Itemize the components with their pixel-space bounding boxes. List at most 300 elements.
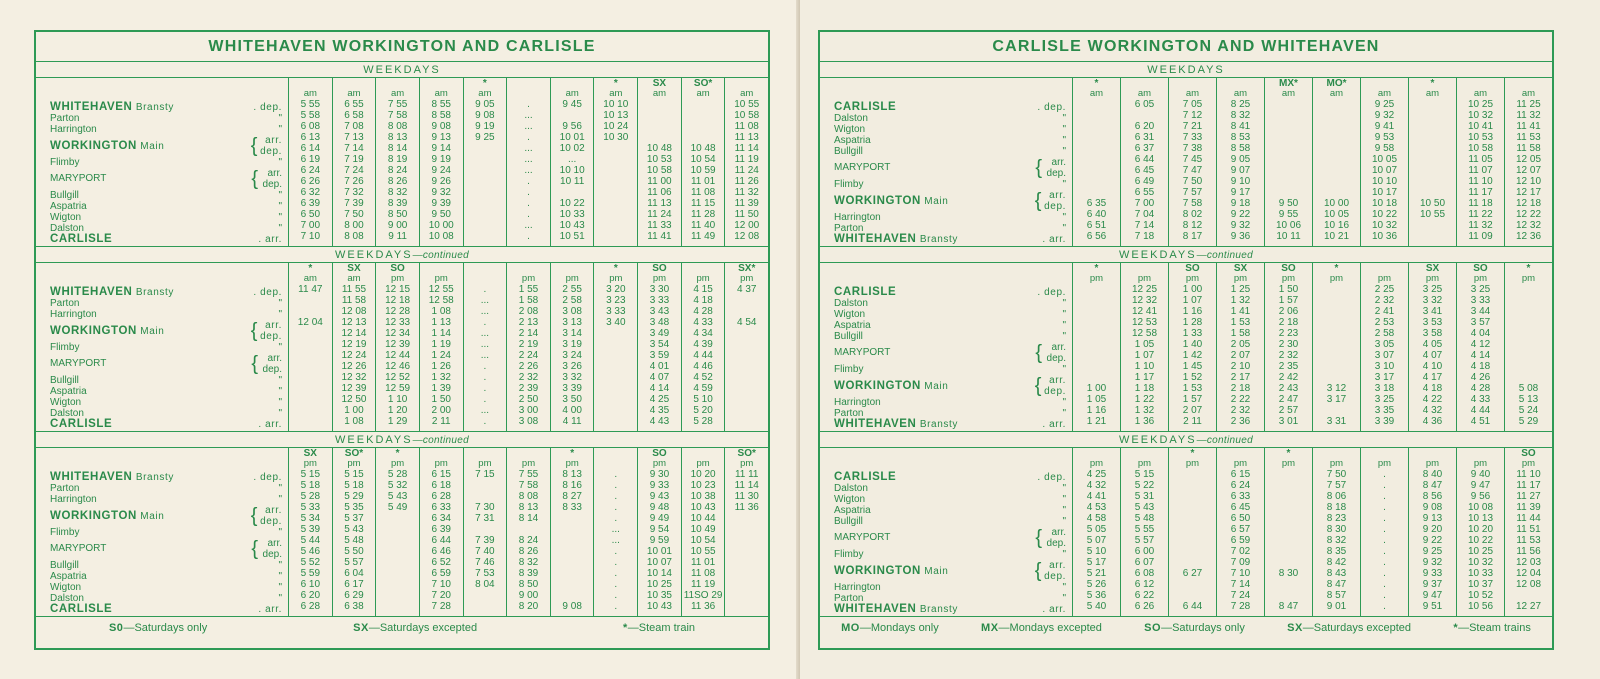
time-cell: 6 52 [431, 557, 451, 568]
time-arr: 9 05 [1230, 154, 1251, 165]
station-name [50, 113, 225, 124]
am-pm-label: am [391, 88, 405, 99]
time-cell: 10 32 [1467, 110, 1494, 121]
am-pm-label: pm [347, 458, 361, 469]
train-column [506, 448, 550, 616]
time-cell: 6 26 [1134, 601, 1155, 612]
time-cell: 9 58 [1374, 143, 1395, 154]
time-arr: 10 30 [603, 132, 629, 143]
time-cell [1073, 143, 1120, 154]
station-row [834, 190, 1072, 212]
am-pm-label: am [478, 88, 492, 99]
station-name-text: WORKINGTON [50, 325, 137, 337]
time-cell: 11 25 [1516, 99, 1541, 110]
am-pm-label: pm [1521, 458, 1536, 469]
time-cell [638, 502, 681, 524]
brace-glyph: { [1035, 527, 1042, 549]
time-arr: 5 35 [344, 502, 364, 513]
time-cell: 11 30 [734, 491, 759, 502]
time-cell: 10 55 [1419, 209, 1446, 220]
station-suffix: " [1062, 505, 1066, 516]
time-cell [1265, 546, 1312, 557]
time-cell: 4 18 [1470, 361, 1491, 372]
footer-key-code: MO [841, 622, 860, 634]
time-cell [594, 416, 637, 427]
time-arr [682, 132, 725, 143]
time-cell: . [614, 491, 618, 502]
footer-key-item [109, 622, 207, 634]
station-row [834, 234, 1072, 245]
time-dep: 3 26 [562, 361, 582, 372]
arr-dep-label [260, 135, 282, 157]
am-pm-label: am [1473, 88, 1488, 99]
time-cell: 7 53 [475, 568, 495, 579]
train-mark: SO [390, 263, 405, 274]
time-cell: 3 41 [1422, 306, 1443, 317]
station-name [834, 604, 1009, 615]
time-cell: 8 06 [1326, 491, 1347, 502]
time-cell [464, 535, 507, 557]
am-pm-label: pm [1329, 273, 1344, 284]
time-cell: 1 28 [1182, 317, 1203, 328]
train-mark: SO [1281, 263, 1296, 274]
time-arr [289, 350, 332, 361]
section-heading-text: WEEKDAYS [1119, 434, 1197, 446]
time-cell [1505, 284, 1552, 295]
am-pm-label: pm [1233, 273, 1248, 284]
time-cell: 11 32 [734, 187, 759, 198]
train-column [375, 448, 419, 616]
section-heading-continued: —continued [412, 250, 469, 261]
station-row [50, 604, 288, 615]
station-name-text: WORKINGTON [834, 380, 921, 392]
time-cell: 6 39 [431, 524, 451, 535]
time-cell: 6 50 [300, 209, 321, 220]
time-cell [1265, 590, 1312, 601]
train-mark: * [1190, 448, 1195, 459]
time-arr: 6 24 [300, 165, 321, 176]
time-arr: 5 44 [300, 535, 321, 546]
time-cell: 8 17 [1182, 231, 1203, 242]
time-cell [507, 535, 550, 557]
time-cell: 9 40 [1470, 469, 1491, 480]
station-name [50, 397, 225, 408]
train-column [681, 448, 725, 616]
time-arr: 10 43 [690, 502, 716, 513]
time-cell: 10 37 [1467, 579, 1494, 590]
time-arr: 9 32 [1422, 557, 1443, 568]
station-name-text: Parton [50, 298, 80, 309]
station-row [834, 179, 1072, 190]
time-cell [507, 132, 550, 154]
station-suffix: " [278, 124, 282, 135]
station-suffix: " [1062, 483, 1066, 494]
station-suffix: " [278, 113, 282, 124]
time-cell: 2 00 [431, 405, 451, 416]
station-row [834, 604, 1072, 615]
train-mark: SO* [737, 448, 756, 459]
train-column [724, 78, 768, 246]
time-cell [1073, 154, 1120, 176]
time-cell [725, 405, 768, 416]
time-arr: 8 13 [518, 502, 539, 513]
arr-dep-label [260, 320, 282, 342]
time-cell [464, 317, 507, 339]
time-arr [551, 535, 594, 546]
time-cell [1505, 361, 1552, 372]
dep-label: dep. [262, 179, 282, 190]
time-dep [1409, 165, 1456, 176]
train-column [1072, 263, 1120, 431]
time-cell [1313, 132, 1360, 143]
section-heading [820, 432, 1552, 448]
time-cell: 12 41 [1131, 306, 1158, 317]
station-suffix: " [1062, 494, 1066, 505]
time-cell: 9 00 [518, 590, 539, 601]
time-cell [638, 121, 681, 132]
time-cell: 7 28 [431, 601, 451, 612]
time-dep [376, 546, 419, 557]
dep-label: dep. [260, 331, 282, 342]
train-mark: * [1094, 263, 1099, 274]
time-cell [725, 339, 768, 350]
time-cell: 3 53 [1422, 317, 1443, 328]
am-pm-label: pm [434, 273, 448, 284]
time-arr: 10 01 [559, 132, 585, 143]
time-cell: 6 15 [431, 469, 451, 480]
time-cell: 6 45 [1230, 502, 1251, 513]
station-name-text: Wigton [834, 309, 866, 320]
time-cell [1505, 372, 1552, 394]
time-cell: 9 30 [649, 469, 670, 480]
time-dep [464, 143, 507, 154]
time-cell [289, 416, 332, 427]
timetable-section [820, 247, 1552, 432]
am-pm-label: pm [478, 458, 492, 469]
time-arr [594, 350, 637, 361]
time-cell: 3 33 [649, 295, 670, 306]
time-cell [333, 317, 376, 339]
time-cell: 4 15 [693, 284, 713, 295]
time-cell [376, 557, 419, 568]
time-arr: 12 04 [297, 317, 323, 328]
time-arr: 9 48 [649, 502, 670, 513]
station-suffix: . arr. [258, 234, 282, 245]
time-cell: 7 55 [518, 469, 539, 480]
time-cell: 4 25 [1086, 469, 1107, 480]
time-arr: 2 42 [1278, 372, 1299, 383]
time-cell [1073, 317, 1120, 328]
time-cell: 3 32 [1422, 295, 1443, 306]
time-arr: 2 13 [518, 317, 539, 328]
time-cell [682, 535, 725, 557]
time-cell: 1 32 [1134, 405, 1155, 416]
time-cell [464, 350, 507, 372]
time-cell [725, 306, 768, 317]
time-cell [594, 132, 637, 154]
time-cell [1169, 491, 1216, 502]
time-cell: 8 18 [1326, 502, 1347, 513]
time-cell: 5 32 [387, 480, 408, 491]
time-cell [725, 524, 768, 535]
footer-key-text: —Saturdays excepted [368, 622, 478, 634]
am-pm-label: pm [1137, 273, 1152, 284]
station-suffix: " [1062, 309, 1066, 320]
time-cell: 10 07 [646, 557, 672, 568]
time-cell [1169, 339, 1216, 361]
time-arr: 1 17 [1134, 372, 1155, 383]
time-cell [594, 535, 637, 557]
station-name-text: WHITEHAVEN [50, 471, 133, 483]
time-cell: 3 31 [1326, 416, 1347, 427]
time-cell: 1 58 [518, 295, 539, 306]
time-cell: 12 27 [1515, 601, 1542, 612]
time-cell [1313, 361, 1360, 372]
time-dep: 11 01 [690, 176, 716, 187]
time-cell: 8 39 [387, 198, 408, 209]
time-cell: 8 56 [1422, 491, 1443, 502]
time-cell: 4 10 [1422, 361, 1443, 372]
time-dep: 8 43 [1326, 568, 1347, 579]
time-cell [1505, 524, 1552, 546]
brace-glyph: { [251, 168, 258, 190]
train-mark: SX* [738, 263, 756, 274]
time-cell: 3 39 [562, 383, 582, 394]
train-column [419, 263, 463, 431]
station-name [834, 212, 1009, 223]
time-cell: 8 32 [518, 557, 539, 568]
station-suffix: " [1062, 135, 1066, 146]
am-pm-label: pm [391, 273, 405, 284]
time-cell: 3 44 [1470, 306, 1491, 317]
am-pm-label: am [1377, 88, 1392, 99]
time-cell [1169, 502, 1216, 513]
footer-key-text: —Saturdays excepted [1302, 622, 1412, 634]
time-cell [1265, 502, 1312, 513]
time-cell: 12 58 [428, 295, 454, 306]
time-cell: 10 10 [1371, 176, 1398, 187]
time-cell: 6 18 [431, 480, 451, 491]
time-cell: 8 04 [475, 579, 495, 590]
time-cell [464, 220, 507, 231]
time-cell [682, 99, 725, 110]
time-arr: 10 59 [690, 165, 716, 176]
time-arr: 11 05 [1468, 154, 1493, 165]
time-cell [638, 535, 681, 557]
station-name [834, 190, 1009, 213]
station-suffix: " [1062, 582, 1066, 593]
am-pm-label: pm [565, 273, 579, 284]
time-cell: 4 44 [1470, 405, 1491, 416]
station-row [834, 419, 1072, 430]
time-cell: 11 09 [1468, 231, 1493, 242]
time-dep: 6 27 [1182, 568, 1203, 579]
time-cell: 7 04 [1134, 209, 1155, 220]
train-columns [288, 78, 768, 246]
time-cell: 5 22 [1134, 480, 1155, 491]
time-arr: 4 33 [693, 317, 713, 328]
station-suffix: " [278, 298, 282, 309]
time-dep: 6 35 [1086, 198, 1107, 209]
time-cell: 5 28 [693, 416, 713, 427]
time-cell: 11 15 [690, 198, 716, 209]
train-mark: * [482, 78, 487, 89]
time-dep: 10 22 [1467, 535, 1494, 546]
time-cell: 11SO 29 [683, 590, 723, 601]
station-name-text: Aspatria [50, 571, 87, 582]
time-cell [1409, 110, 1456, 121]
time-cell: 10 08 [428, 231, 454, 242]
time-dep: 8 14 [518, 513, 539, 524]
time-cell: ... [611, 524, 620, 535]
station-name [834, 582, 1009, 593]
time-cell: 8 08 [518, 491, 539, 502]
train-column [1360, 78, 1408, 246]
train-column [1120, 448, 1168, 616]
station-name-text: Parton [50, 113, 80, 124]
time-cell: 9 50 [431, 209, 451, 220]
time-cell [1265, 513, 1312, 524]
time-cell: 7 14 [1134, 220, 1155, 231]
time-cell [1505, 590, 1552, 601]
am-pm-label: pm [1185, 273, 1200, 284]
station-suffix: " [1062, 124, 1066, 135]
time-cell: 9 10 [1230, 176, 1251, 187]
time-cell: 9 32 [1230, 220, 1251, 231]
time-cell: 12 08 [1515, 579, 1542, 590]
time-cell: 1 00 [344, 405, 364, 416]
time-dep: 7 31 [475, 513, 495, 524]
time-cell: 8 39 [518, 568, 539, 579]
time-dep: 12 07 [1515, 165, 1542, 176]
am-pm-label: am [652, 88, 667, 99]
time-cell [376, 601, 419, 612]
time-dep: 1 53 [1182, 383, 1203, 394]
time-cell [376, 568, 419, 579]
station-name [834, 483, 1009, 494]
time-cell [1169, 546, 1216, 557]
time-cell: 7 32 [344, 187, 364, 198]
station-row [834, 157, 1072, 179]
section-heading-text: WEEKDAYS [363, 64, 441, 76]
am-pm-label: am [303, 273, 317, 284]
time-dep: 1 00 [1086, 383, 1107, 394]
time-cell [725, 568, 768, 579]
time-cell: 12 28 [385, 306, 411, 317]
time-cell: 6 51 [1086, 220, 1107, 231]
train-mark: SX [347, 263, 361, 274]
time-dep: 5 08 [1518, 383, 1539, 394]
time-cell: 6 24 [1230, 480, 1251, 491]
time-cell [1361, 557, 1408, 579]
time-cell: 11 56 [1516, 546, 1541, 557]
time-dep: 2 43 [1278, 383, 1299, 394]
time-dep: 7 00 [1134, 198, 1155, 209]
time-cell: 6 28 [431, 491, 451, 502]
time-cell [551, 579, 594, 590]
time-cell: 9 19 [431, 154, 451, 165]
time-cell [464, 480, 507, 491]
time-cell: 11 19 [690, 579, 716, 590]
am-pm-label: pm [391, 458, 405, 469]
time-cell: 7 21 [1182, 121, 1203, 132]
time-dep: 4 34 [693, 328, 713, 339]
time-arr: 7 24 [344, 165, 364, 176]
time-cell: 2 36 [1230, 416, 1251, 427]
time-cell: 3 58 [1422, 328, 1443, 339]
station-name [50, 494, 225, 505]
time-dep: 6 08 [1134, 568, 1155, 579]
train-mark: * [395, 448, 400, 459]
time-cell: 9 41 [1374, 121, 1395, 132]
time-arr: 2 24 [518, 350, 539, 361]
time-cell: 4 33 [1470, 394, 1491, 405]
am-pm-label: am [1425, 88, 1440, 99]
station-suffix: " [1062, 364, 1066, 375]
time-cell [551, 132, 594, 154]
time-cell: 7 02 [1230, 546, 1251, 557]
time-cell: 2 53 [1374, 317, 1395, 328]
time-dep: 10 02 [559, 143, 585, 154]
station-name [834, 397, 1009, 408]
time-arr [1169, 524, 1216, 535]
time-arr [1073, 187, 1120, 198]
time-cell [333, 535, 376, 557]
time-dep [551, 546, 594, 557]
station-suffix: . arr. [1042, 419, 1066, 430]
time-dep: 5 46 [300, 546, 321, 557]
time-cell: 8 55 [431, 99, 451, 110]
time-cell [1409, 372, 1456, 394]
station-name [834, 320, 1009, 331]
time-cell: . [1383, 480, 1386, 491]
station-name-text: Aspatria [50, 201, 87, 212]
time-cell: 10 05 [1323, 209, 1350, 220]
time-dep: 4 14 [1470, 350, 1491, 361]
time-cell [289, 394, 332, 405]
time-cell [725, 557, 768, 568]
station-spacer [50, 266, 288, 287]
time-dep: 11 00 [647, 176, 672, 187]
time-dep: ... [524, 143, 533, 154]
train-mark: * [1286, 448, 1291, 459]
time-arr [1505, 372, 1552, 383]
time-cell: 11 32 [1468, 220, 1493, 231]
time-cell: 5 43 [387, 491, 408, 502]
time-dep: . [1383, 568, 1386, 579]
dep-label: dep. [260, 516, 282, 527]
station-name [50, 505, 225, 528]
station-name [50, 102, 225, 113]
time-cell [464, 132, 507, 154]
time-cell: 8 12 [1182, 220, 1203, 231]
station-sub: Bransty [916, 604, 958, 615]
time-cell: . [483, 372, 487, 383]
station-suffix: " [278, 375, 282, 386]
time-cell [594, 198, 637, 209]
time-cell: 10 43 [559, 220, 585, 231]
time-cell: 9 08 [1422, 502, 1443, 513]
station-name [834, 146, 1009, 157]
time-arr [1409, 187, 1456, 198]
time-dep: 10 00 [1323, 198, 1350, 209]
station-name-text: Dalston [834, 298, 868, 309]
time-cell: 2 41 [1374, 306, 1395, 317]
time-arr: 3 24 [562, 350, 582, 361]
time-dep: 10 44 [690, 513, 716, 524]
arr-label: arr. [267, 538, 282, 549]
station-name [834, 102, 1009, 113]
